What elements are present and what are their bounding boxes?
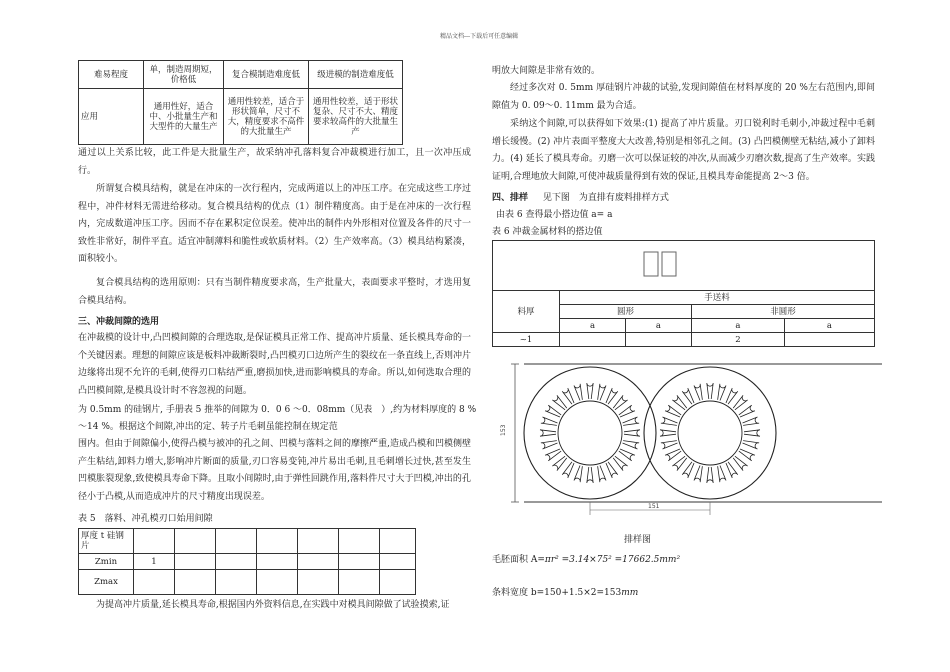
slot-shape (743, 417, 760, 425)
label: 毛胚面积 A= (492, 555, 545, 565)
overlap-table (492, 240, 875, 347)
outer-circle (524, 367, 656, 499)
cell: 圆形 (560, 305, 692, 319)
formula-area (492, 552, 680, 569)
paragraph: 所谓复合模具结构，就是在冲床的一次行程内，完成两道以上的冲压工序。在完成这些工序过程中，冲件材料无需进给移动。复合模具结构的优点（1）制件精度高。由于是在冲床的一次行程内，完成数道冲压工序。因而不存在累积定位误差。使冲出的制件内外形相对位置及各件的尺寸一致性非常好，制件平直。适宜冲制薄料和脆性或软质材料。（2）生产效率高。（3）模具结构紧凑，面积较小。 (78, 184, 471, 264)
table-caption: 表 6 冲裁金属材料的搭边值 (492, 227, 603, 237)
slot-shape (613, 395, 627, 409)
stator-lamination-right (644, 367, 776, 499)
paragraph: 在冲裁模的设计中,凸凹模间隙的合理选取,是保证模具正常工作、提高冲片质量、延长模具寿命的一个关键因素。理想的间隙应该是板料冲裁断裂时,凸凹模刃口边所产生的裂纹在一条直线上,否则冲片边缘将出现不允许的毛刺,使得刃口粘结严重,磨损加快,进而影响模具的寿命。所以,如何选取合理的凸凹模间隙,是模具设计时不容忽视的问题。 (78, 333, 471, 396)
slot-shape (739, 405, 755, 417)
slot-shape (562, 388, 574, 404)
slot-shape (598, 384, 606, 401)
page-header: 精品文档---下载后可任意编辑 (440, 33, 519, 40)
slot-shape (665, 449, 681, 461)
slot-shape (624, 430, 640, 436)
slot-shape (682, 462, 694, 478)
slot-shape (619, 449, 635, 461)
slot-shape (606, 462, 618, 478)
slot-shape (606, 388, 618, 404)
paragraph: 围内。但由于间隙偏小,使得凸模与被冲的孔之间、凹模与落料之间的摩擦严重,造成凸模和凹模侧壁产生粘结,卸料力增大,影响冲片断面的质量,刃口容易变钝,冲片易出毛刺,且毛刺增长过快,甚至发生凹模胀裂现象,致使模具寿命下降。且取小间隙时,由于弹性回跳作用,落料件尺寸大于凹模,冲出的孔径小于凸模,从而造成冲片的尺寸精度出现误差。 (78, 439, 471, 502)
cell: 2 (691, 333, 784, 347)
cell: a (784, 319, 874, 333)
cell: a (691, 319, 784, 333)
unit: mm (621, 588, 639, 598)
clearance-table (78, 528, 416, 595)
cell (784, 333, 874, 347)
overlap-sketch-icon (643, 251, 677, 277)
paragraph: 采纳这个间隙,可以获得如下效果:(1) 提高了冲片质量。刃口锐利时毛刺小,冲裁过程中毛刺增长缓慢。(2) 冲片表面平整度大大改善,特别是相邻孔之间。(3) 凸凹模侧壁无粘结,减小了卸料力。(4) 延长了模具寿命。刃磨一次可以保证较的冲次,从而减少刃磨次数,提高了生产效率。实践证明,合理地放大间隙,可使冲裁质量得到有效的保证,且模具寿命能提高 2～3 倍。 (492, 119, 875, 182)
slot-shape (707, 467, 713, 483)
cell: Zmin (79, 554, 134, 570)
cell: 应用 (79, 89, 144, 145)
slot-shape (672, 456, 686, 470)
slot-shape (545, 449, 561, 461)
slot-shape (598, 466, 606, 483)
cell: 手送料 (560, 291, 875, 305)
text: 见下图 为直排有废料排样方式 (542, 193, 669, 203)
slot-shape (545, 405, 561, 417)
section-heading-row (492, 190, 669, 203)
slot-shape (726, 388, 738, 404)
bore-circle (678, 401, 742, 465)
slot-shape (574, 384, 582, 401)
dim-bottom-label: 151 (648, 503, 660, 510)
cell: a (625, 319, 691, 333)
slot-shape (661, 417, 678, 425)
slot-shape (552, 456, 566, 470)
paragraph: 通过以上关系比较，此工件是大批量生产，故采纳冲孔落料复合冲裁模进行加工，且一次冲压成行。 (78, 148, 471, 176)
text-line: 为 0.5mm 的硅钢片, 手册表 5 推举的间隙为 0．0 6 ～0．08mm（见表 ）,约为材料厚度的 8 % (78, 405, 477, 415)
slot-shape (694, 466, 702, 483)
cell: 通用性较差，适合于形状简单，尺寸不大，精度要求不高件的大批量生产 (224, 89, 309, 145)
cell (625, 333, 691, 347)
paragraph: 经过多次对 0. 5mm 厚硅钢片冲裁的试验,发现间隙值在材料厚度的 20 %左右范围内,即间隙值为 0. 09～0. 11mm 最为合适。 (492, 83, 875, 111)
cell: 复合模制造难度低 (224, 61, 309, 89)
cell: 厚度 t 硅钢片 (79, 529, 134, 554)
cell: 1 (134, 554, 175, 570)
table-caption: 表 5 落料、冲孔模刃口始用间隙 (78, 514, 213, 524)
cell (560, 333, 626, 347)
text-line: 为提高冲片质量,延长模具寿命,根据国内外资料信息,在实践中对模具间隙做了试验摸索,证 (96, 600, 450, 610)
slot-shape (718, 466, 726, 483)
text-line: 明放大间隙是非常有效的。 (492, 66, 601, 76)
slot-shape (726, 462, 738, 478)
slot-shape (623, 441, 640, 449)
dim-side-label: 153 (500, 424, 507, 436)
slot-shape (739, 449, 755, 461)
text-line: 由表 6 查得最小搭边值 a= a (496, 210, 613, 220)
slot-shape (541, 417, 558, 425)
slot-shape (694, 384, 702, 401)
slot-shape (562, 462, 574, 478)
bore-circle (558, 401, 622, 465)
cell: 料厚 (493, 291, 560, 333)
slot-shape (744, 430, 760, 436)
slot-shape (718, 384, 726, 401)
slot-shape (541, 441, 558, 449)
slot-shape (587, 383, 593, 399)
cell: Zmax (79, 570, 134, 595)
cell: 单，制造周期短，价格低 (144, 61, 224, 89)
cell: 级进模的制造难度低 (309, 61, 403, 89)
slot-shape (661, 441, 678, 449)
method-comparison-table (78, 60, 403, 145)
layout-drawing (492, 350, 882, 520)
cell: 难易程度 (79, 61, 144, 89)
slot-shape (665, 405, 681, 417)
slot-shape (552, 395, 566, 409)
cell: a (560, 319, 626, 333)
figure-caption: 排样图 (624, 535, 652, 545)
cell: ~1 (493, 333, 560, 347)
slot-shape (682, 388, 694, 404)
label: 条料宽度 b=150+1.5×2=153 (492, 588, 622, 598)
outer-circle (644, 367, 776, 499)
stator-lamination-left (524, 367, 656, 499)
slot-shape (733, 456, 747, 470)
slot-shape (623, 417, 640, 425)
cell: 通用性好，适合中、小批量生产和大型件的大量生产 (144, 89, 224, 145)
slot-shape (660, 430, 676, 436)
slot-shape (743, 441, 760, 449)
formula-strip-width (492, 585, 638, 602)
slot-shape (587, 467, 593, 483)
slot-shape (574, 466, 582, 483)
slot-shape (707, 383, 713, 399)
slot-shape (540, 430, 556, 436)
slot-shape (672, 395, 686, 409)
paragraph: 复合模具结构的选用原则：只有当制件精度要求高，生产批量大，表面要求平整时，才选用复合模具结构。 (78, 278, 471, 306)
cell: 非圆形 (691, 305, 874, 319)
section-heading: 四、排样 (492, 193, 529, 203)
slot-shape (613, 456, 627, 470)
equation: πr² =3.14×75² =17662.5mm² (544, 555, 681, 565)
slot-shape (733, 395, 747, 409)
section-heading: 三、冲裁间隙的选用 (78, 317, 160, 327)
cell: 通用性较差，适于形状复杂、尺寸不大、精度要求较高件的大批量生产 (309, 89, 403, 145)
slot-shape (619, 405, 635, 417)
text-line: ～14 %。根据这个间隙,冲出的定、转子片毛刺虽能控制在规定范 (78, 422, 338, 432)
